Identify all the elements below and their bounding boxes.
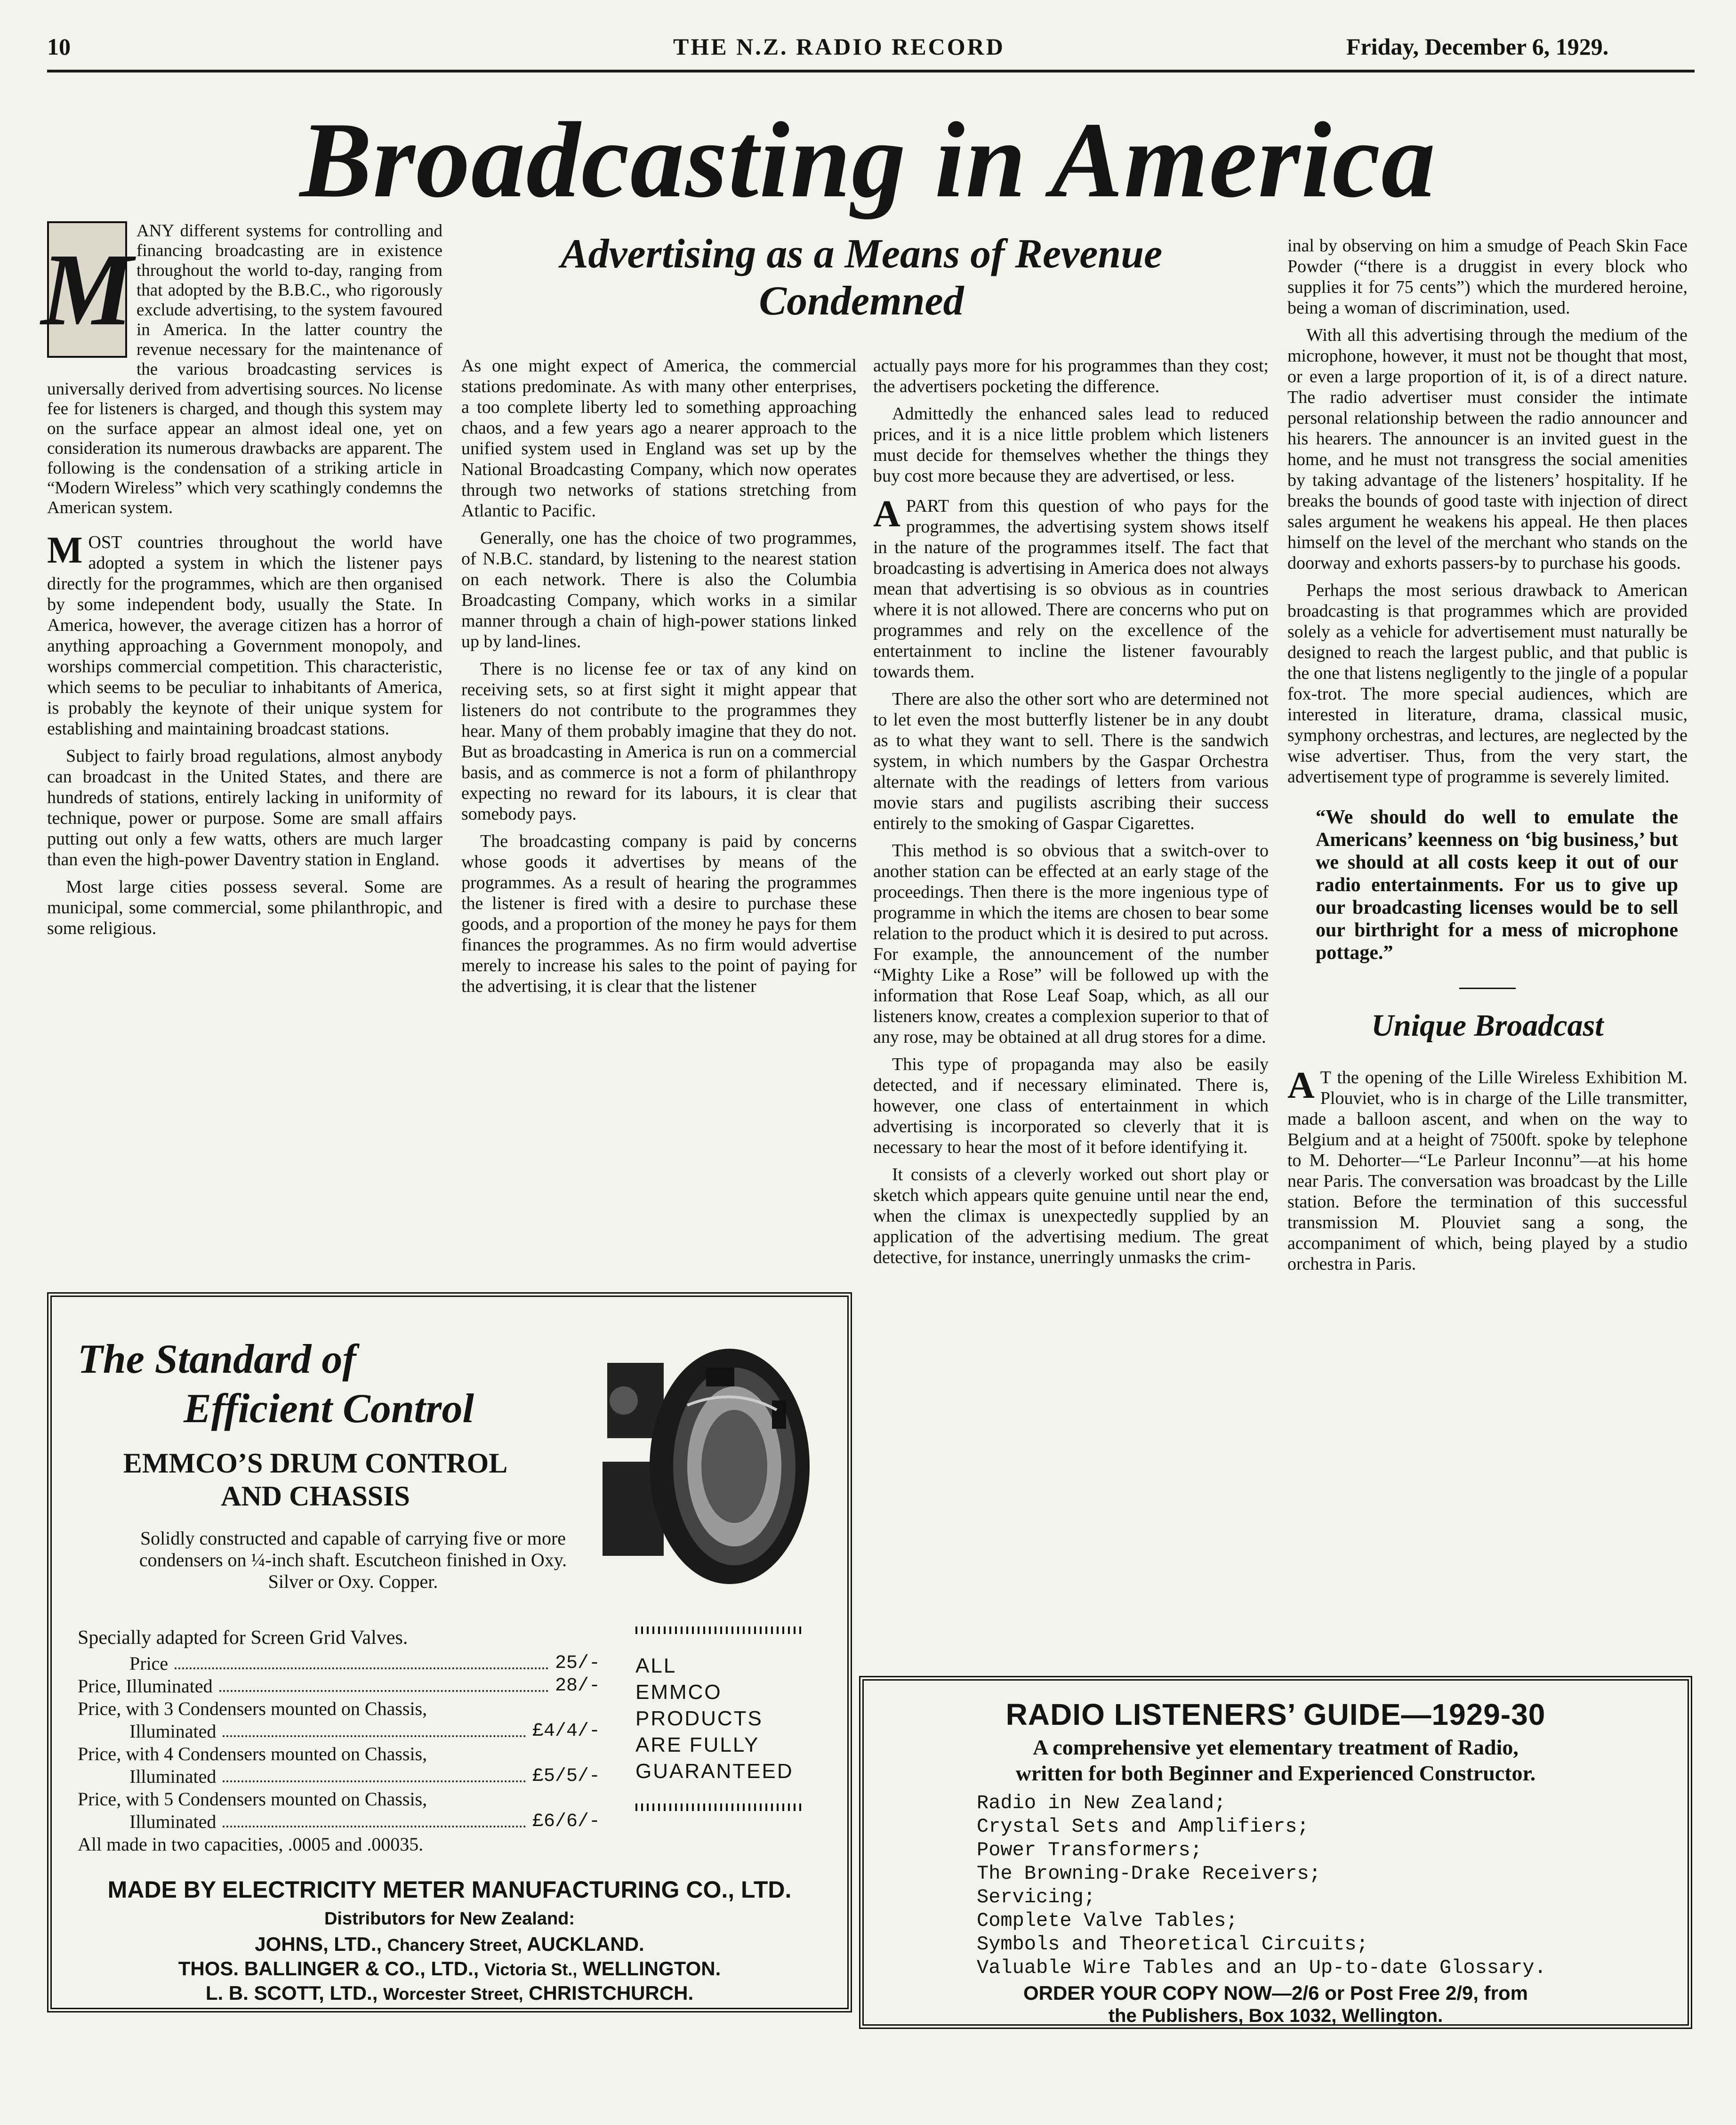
paragraph: Generally, one has the choice of two programmes, of N.B.C. standard, by listening to the nearest station on each network. There is also the Columbia Broadcasting Company, which works in a similar manner through a chain of high-power stations linked up by land-lines. — [461, 528, 857, 652]
guide-item: The Browning-Drake Receivers; — [977, 1862, 1321, 1885]
guarantee-line: PRODUCTS — [635, 1707, 763, 1730]
guide-item: Power Transformers; — [977, 1839, 1202, 1861]
drum-control-image — [593, 1339, 824, 1594]
guarantee-line: EMMCO — [635, 1681, 722, 1704]
paragraph: There is no license fee or tax of any kind on receiving sets, so at first sight it might appear that listeners do not contribute to the programmes they hear. Many of them probably imagine that they do not. But as broadcasting in America is run on a commercial basis, and as commerce is not a form of philanthropy expecting no reward for its labours, it is clear that somebody pays. — [461, 659, 857, 824]
guide-title: RADIO LISTENERS’ GUIDE—1929-30 — [1005, 1698, 1546, 1731]
guarantee-line: ARE FULLY — [635, 1733, 760, 1756]
column-4 — [1287, 235, 1688, 1281]
ad-subtitle-line-1: EMMCO’S DRUM CONTROL — [123, 1448, 508, 1479]
guide-item: Symbols and Theoretical Circuits; — [977, 1933, 1368, 1956]
guide-item: Crystal Sets and Amplifiers; — [977, 1815, 1309, 1838]
price-row: Price, Illuminated 28/- — [78, 1675, 600, 1697]
subheadline: Advertising as a Means of Revenue Condemned — [560, 231, 1163, 324]
guide-item: Radio in New Zealand; — [977, 1792, 1226, 1814]
price-row: Illuminated £5/5/- — [129, 1766, 600, 1787]
ornament-rule — [635, 1626, 805, 1634]
order-line-1: ORDER YOUR COPY NOW—2/6 or Post Free 2/9, from — [1023, 1982, 1528, 2004]
column-3 — [873, 355, 1269, 1274]
price-row: Illuminated £6/6/- — [129, 1811, 600, 1832]
guarantee-line: ALL — [635, 1654, 677, 1677]
column-1 — [41, 221, 442, 945]
guarantee-line: GUARANTEED — [635, 1760, 794, 1783]
paragraph: actually pays more for his programmes than they cost; the advertisers pocketing the difference. — [873, 356, 1269, 396]
distributors-label: Distributors for New Zealand: — [324, 1909, 575, 1929]
paragraph: This method is so obvious that a switch-over to another station can be effected at an early stage of the proceedings. Then there is the more ingenious type of programme in which the items are chosen to bear some relation to the product which it is desired to put across. For example, the announcement of the number “Mighty Like a Rose” will be followed up with the information that Rose Leaf Soap, which, as all our listeners know, creates a complexion superior to that of any rose, may be obtained at all drug stores for a dime. — [873, 841, 1269, 1047]
paragraph: There are also the other sort who are determined not to let even the most butterfly listener be in any doubt as to what they want to sell. There is the sandwich system, in which numbers by the Gaspar Orchestra alternate with the readings of letters from various movie stars and pugilists ascribing their success entirely to the smoking of Gaspar Cigarettes. — [873, 689, 1269, 833]
paragraph: A T the opening of the Lille Wireless Exhibition M. Plouviet, who is in charge of the Lille transmitter, made a balloon ascent, and when on the way to Belgium and at a height of 7500ft. spoke by telephone to M. Dehorter—“Le Parleur Inconnu”—at his home near Paris. The conversation was broadcast by the Lille station. Before the termination of this successful transmission M. Plouviet sang a song, the accompaniment of which, being played by a studio orchestra in Paris. — [1287, 1065, 1688, 1274]
guide-item: Servicing; — [977, 1886, 1096, 1908]
section-title: Unique Broadcast — [1371, 1008, 1604, 1043]
capacities-note: All made in two capacities, .0005 and .00035. — [78, 1834, 424, 1855]
price-row: Price, with 5 Condensers mounted on Chassis, — [78, 1788, 427, 1810]
issue-date: Friday, December 6, 1929. — [1346, 33, 1609, 60]
paragraph: inal by observing on him a smudge of Peach Skin Face Powder (“there is a druggist in every block who supplies it for 75 cents”) which the murdered heroine, being a woman of discrimination, used. — [1287, 236, 1688, 318]
emmco-advertisement — [47, 1292, 852, 2012]
paragraph: This type of propaganda may also be easily detected, and if necessary eliminated. There is, however, one class of entertainment in which advertising is incorporated so cleverly that it is necessary to hear the most of it before identifying it. — [873, 1054, 1269, 1157]
guide-subtitle-2: written for both Beginner and Experienced Constructor. — [1015, 1761, 1536, 1785]
pull-quote: “We should do well to emulate the Americans’ keenness on ‘big business,’ but we should at all costs keep it out of our radio entertainments. For us to give up our broadcasting licenses would be to sell our birthright for a mess of microphone pottage.” — [1316, 806, 1678, 964]
headline: Broadcasting in America — [299, 100, 1437, 220]
paragraph: Perhaps the most serious drawback to American broadcasting is that programmes which are provided solely as a vehicle for advertisement must naturally be designed to reach the largest public, and that public is the one that listens negligently to the jingle of a popular fox-trot. The more special audiences, which are interested in literature, drama, classical music, symphony orchestras, and lectures, are neglected by the wise advertiser. Thus, from the very start, the advertisement type of programme is severely limited. — [1287, 580, 1688, 787]
section-rule — [1459, 988, 1516, 989]
guide-subtitle-1: A comprehensive yet elementary treatment of Radio, — [1033, 1735, 1519, 1759]
paragraph: APART from this question of who pays for the programmes, the advertising system shows itself in the nature of the programmes itself. The fact that broadcasting is advertising in America does not always mean that advertising is so obvious as in countries where it is not allowed. There are concerns who put on programmes and rely on the excellence of the entertainment to incline the listener favourably towards them. — [873, 493, 1269, 682]
ad-description: Solidly constructed and capable of carrying five or more condensers on ¼-inch shaft. Escutcheon finished in Oxy. Silver or Oxy. Copper. — [139, 1528, 567, 1592]
special-note: Specially adapted for Screen Grid Valves. — [78, 1627, 408, 1649]
ad-title-line-2: Efficient Control — [184, 1386, 474, 1432]
paragraph: As one might expect of America, the commercial stations predominate. As with many other enterprises, a too complete liberty led to something approaching chaos, and a few years ago a nearer approach to the unified system used in England was set up by the National Broadcasting Company, which now operates through two networks of stations stretching from Atlantic to Pacific. — [461, 356, 857, 521]
paragraph: Admittedly the enhanced sales lead to reduced prices, and it is a nice little problem which listeners must decide for themselves whether the things they buy cost more because they are advertised, or less. — [873, 404, 1269, 486]
paragraph: Subject to fairly broad regulations, almost anybody can broadcast in the United States, and there are hundreds of stations, entirely lacking in uniformity of technique, power or purpose. Some are small affairs putting out only a few watts, others are much larger than even the high-power Daventry station in England. — [47, 746, 442, 869]
distributor-row: THOS. BALLINGER & CO., LTD., Victoria St., WELLINGTON. — [178, 1957, 721, 1980]
guide-item: Valuable Wire Tables and an Up-to-date Glossary. — [977, 1956, 1546, 1979]
publication-name: THE N.Z. RADIO RECORD — [673, 33, 1005, 60]
ad-subtitle-line-2: AND CHASSIS — [221, 1481, 410, 1512]
distributor-row: L. B. SCOTT, LTD., Worcester Street, CHRISTCHURCH. — [205, 1982, 694, 2004]
ornament-rule — [635, 1803, 805, 1811]
page-number: 10 — [47, 33, 71, 60]
paragraph: With all this advertising through the medium of the microphone, however, it must not be thought that most, or even a large proportion of it, is of a direct nature. The radio advertiser must consider the intimate personal relationship between the radio announcer and his hearers. The announcer is an invited guest in the home, and he must not transgress the social amenities by taking advantage of the listeners’ hospitality. If he breaks the bounds of good taste with injection of direct sales argument he weakens his appeal. He then places himself on the level of the merchant who stands on the doorway and exhorts passers-by to purchase his goods. — [1287, 325, 1688, 573]
ornamental-dropcap: M — [47, 221, 127, 358]
price-row: Price, with 3 Condensers mounted on Chassis, — [78, 1698, 427, 1719]
guarantee-box — [635, 1626, 805, 1811]
guide-contents — [977, 1791, 1673, 1980]
header-rule — [47, 70, 1695, 72]
price-row: Illuminated £4/4/- — [129, 1721, 600, 1742]
price-row: Price, with 4 Condensers mounted on Chassis, — [78, 1743, 427, 1764]
distributor-row: JOHNS, LTD., Chancery Street, AUCKLAND. — [255, 1933, 644, 1955]
column-2 — [461, 355, 857, 1003]
price-row: Price 25/- — [129, 1653, 600, 1674]
order-line-2: the Publishers, Box 1032, Wellington. — [1108, 2005, 1443, 2026]
paragraph: The broadcasting company is paid by concerns whose goods it advertises by means of the programmes. As a result of hearing the programmes the listener is fired with a desire to purchase these goods, and a proportion of the money he pays for them finances the programmes. As no firm would advertise merely to increase his sales to the point of paying for the advertising, it is clear that the listener — [461, 831, 857, 996]
paragraph: Most large cities possess several. Some are municipal, some commercial, some philanthropic, and some religious. — [47, 877, 442, 938]
guide-advertisement — [859, 1676, 1692, 2029]
ad-title-line-1: The Standard of — [78, 1336, 356, 1382]
guide-item: Complete Valve Tables; — [977, 1909, 1238, 1932]
intro-paragraph: ANY different systems for controlling and financing broadcasting are in existence throughout the world to-day, ranging from that adopted by the B.B.C., who rigorously exclude advertising, to the system favoured in America. In the latter country the revenue necessary for the maintenance of the various broadcasting services is universally derived from advertising sources. No license fee for listeners is charged, and though this system may on the surface appear an almost ideal one, yet on consideration its numerous drawbacks are apparent. The following is the condensation of a striking article in “Modern Wireless” which very scathingly condemns the American system. — [47, 221, 442, 517]
paragraph: It consists of a cleverly worked out short play or sketch which appears quite genuine until near the end, when the climax is unexpectedly supplied by an application of the advertising medium. The great detective, for instance, unerringly unmasks the crim- — [873, 1165, 1269, 1267]
maker-line: MADE BY ELECTRICITY METER MANUFACTURING CO., LTD. — [107, 1876, 792, 1903]
distributor-list — [52, 1932, 847, 2006]
price-list — [78, 1652, 600, 1856]
paragraph: MOST countries throughout the world have adopted a system in which the listener pays directly for the programmes, which are then organised by some independent body, usually the State. In America, however, the average citizen has a horror of anything approaching a Government monopoly, and worships commercial competition. This characteristic, which seems to be peculiar to inhabitants of America, is probably the keynote of their unique system for establishing and maintaining broadcast stations. — [47, 530, 442, 739]
